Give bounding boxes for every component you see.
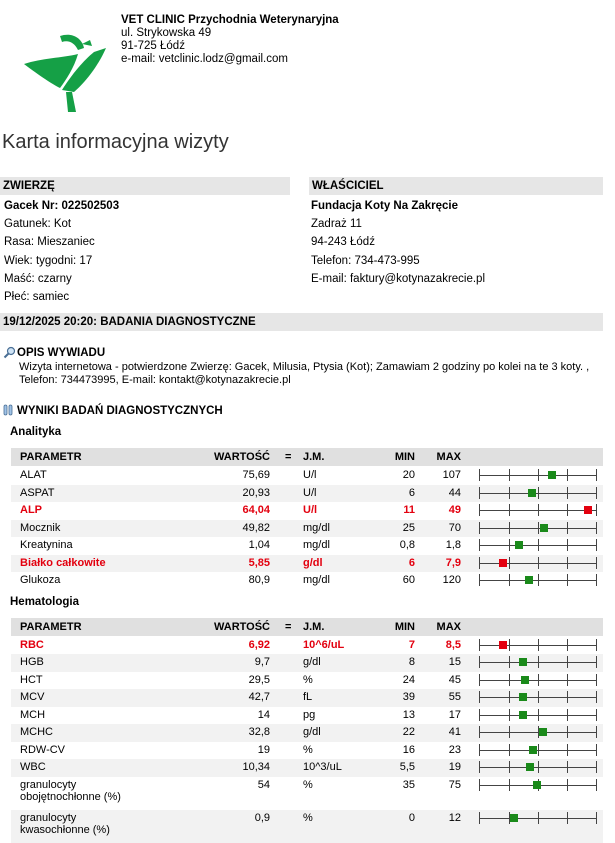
range-bar [479,574,597,586]
param-value: 64,04 [242,504,270,516]
param-name: granulocyty obojętnochłonne (%) [20,778,121,803]
range-tick [567,504,568,516]
range-tick [538,691,539,703]
param-value: 0,9 [254,811,270,824]
table-row [11,777,603,810]
param-unit: fL [303,691,313,703]
param-value: 54 [257,778,270,791]
range-tick [567,744,568,756]
history-title: OPIS WYWIADU [17,347,106,359]
param-value: 80,9 [248,574,270,586]
animal-color: Maść: czarny [4,272,72,285]
range-marker [519,711,527,719]
param-name: Glukoza [20,574,61,586]
range-marker [510,814,518,822]
range-tick [509,574,510,586]
param-max: 15 [448,656,461,668]
param-name: MCH [20,708,46,721]
range-tick [567,709,568,721]
page-title: Karta informacyjna wizyty [2,131,229,153]
range-bar [479,744,597,756]
range-tick [567,656,568,668]
table-row [11,555,603,573]
animal-breed: Rasa: Mieszaniec [4,236,95,249]
param-min: 20 [402,469,415,481]
param-unit: U/l [303,504,318,516]
animal-details [4,197,119,306]
table-row [11,502,603,520]
param-min: 0,8 [399,539,415,551]
range-bar [479,761,597,773]
range-tick [538,709,539,721]
range-tick [509,744,510,756]
param-min: 6 [408,556,415,569]
param-value: 20,93 [242,486,270,499]
range-bar [479,779,597,791]
param-unit: U/l [303,486,317,499]
clinic-street: ul. Strykowska 49 [121,27,212,39]
range-tick [567,726,568,738]
param-min: 22 [402,726,415,738]
table-row [11,467,603,485]
param-value: 9,7 [254,656,270,668]
column-header-max: MAX [436,451,461,463]
animal-age: Wiek: tygodni: 17 [4,254,93,267]
visit-header: 19/12/2025 20:20: BADANIA DIAGNOSTYCZNE [0,313,603,331]
param-min: 7 [408,638,415,651]
param-name: MCHC [20,726,53,738]
column-header-min: MIN [394,451,415,463]
table-row [11,742,603,760]
owner-street: Zadraż 11 [311,218,362,231]
range-tick [509,539,510,551]
param-max: 75 [448,778,461,791]
param-value: 10,34 [242,761,270,773]
range-tick [538,469,539,481]
range-tick [567,761,568,773]
range-tick [567,539,568,551]
param-max: 8,5 [445,638,461,651]
param-unit: g/dl [303,556,323,569]
param-unit: mg/dl [303,521,330,534]
param-unit: % [303,811,313,824]
range-bar [479,639,597,651]
param-max: 12 [448,811,461,824]
range-tick [509,557,510,569]
table-row [11,724,603,742]
history-text: Wizyta internetowa - potwierdzone Zwierzę: Gacek, Milusia, Ptysia (Kot); Zamawiam 2 godziny po kolei na te 3 koty. , Telefon: 734473995, E-mail: kontakt@kotynazakrecie.pl [19,361,590,386]
range-tick [567,674,568,686]
param-name: HGB [20,656,44,668]
param-name: granulocyty kwasochłonne (%) [20,811,110,836]
range-bar [479,557,597,569]
table-row [11,672,603,690]
param-name: Mocznik [20,521,61,534]
param-value: 5,85 [248,556,270,569]
param-unit: % [303,743,313,756]
range-tick [509,522,510,534]
column-header-max: MAX [436,620,461,633]
table-row [11,537,603,555]
param-value: 14 [257,708,270,721]
param-min: 35 [402,778,415,791]
param-value: 6,92 [248,638,270,651]
magnifier-icon [3,346,16,359]
param-min: 60 [402,574,415,586]
animal-section-header: ZWIERZĘ [0,177,290,195]
param-unit: mg/dl [303,539,330,551]
param-name: RDW-CV [20,743,66,756]
param-min: 16 [402,743,415,756]
param-unit: 10^3/uL [303,761,342,773]
range-marker [540,524,548,532]
owner-details [311,197,485,288]
range-tick [567,639,568,651]
param-max: 41 [448,726,461,738]
column-header-unit: J.M. [303,620,325,633]
param-unit: % [303,778,313,791]
table-header [11,618,603,636]
param-max: 23 [448,743,461,756]
range-marker [528,489,536,497]
table-row [11,654,603,672]
range-tick [509,639,510,651]
clinic-info [121,14,339,66]
param-min: 13 [402,708,415,721]
param-max: 44 [448,486,461,499]
range-tick [567,574,568,586]
column-header-param: PARAMETR [20,451,82,463]
table-header [11,448,603,466]
range-bar [479,487,597,499]
range-marker [519,658,527,666]
owner-email: E-mail: faktury@kotynazakrecie.pl [311,272,486,285]
param-max: 107 [442,469,461,481]
param-max: 1,8 [445,539,461,551]
param-max: 120 [442,574,461,586]
clinic-email: e-mail: vetclinic.lodz@gmail.com [121,53,288,65]
column-header-eq: = [285,451,292,463]
owner-city: 94-243 Łódź [311,236,375,249]
param-name: ALP [20,504,42,516]
range-tick [509,761,510,773]
param-name: Białko całkowite [20,556,106,569]
table-row [11,485,603,503]
range-bar [479,812,597,824]
param-min: 11 [403,504,415,516]
param-name: WBC [20,761,46,773]
range-bar [479,674,597,686]
param-max: 7,9 [445,556,461,569]
param-name: ALAT [20,469,47,481]
param-min: 8 [408,656,415,668]
range-marker [584,506,592,514]
clinic-logo [22,28,112,114]
table-row [11,707,603,725]
range-bar [479,504,597,516]
param-value: 42,7 [248,691,270,703]
param-min: 25 [402,521,415,534]
param-max: 49 [448,504,461,516]
range-tick [509,726,510,738]
param-unit: % [303,673,313,686]
param-unit: 10^6/uL [303,638,345,651]
range-bar [479,539,597,551]
range-tick [567,779,568,791]
param-name: Kreatynina [20,539,73,551]
table-row [11,810,603,843]
group-title: Analityka [10,426,62,438]
table-row [11,689,603,707]
range-marker [515,541,523,549]
range-tick [509,709,510,721]
range-tick [509,691,510,703]
clinic-name: VET CLINIC Przychodnia Weterynaryjna [121,14,339,26]
range-bar [479,469,597,481]
range-bar [479,656,597,668]
param-unit: g/dl [303,656,321,668]
range-marker [525,576,533,584]
range-tick [538,656,539,668]
range-tick [538,504,539,516]
column-header-unit: J.M. [303,451,325,463]
range-marker [499,641,507,649]
table-row [11,637,603,655]
results-title: WYNIKI BADAŃ DIAGNOSTYCZNYCH [17,405,223,417]
range-marker [539,728,547,736]
range-tick [538,539,539,551]
param-unit: g/dl [303,726,321,738]
animal-sex: Płeć: samiec [4,291,70,304]
owner-phone: Telefon: 734-473-995 [311,254,420,267]
table-row [11,520,603,538]
range-marker [548,471,556,479]
param-value: 49,82 [242,521,270,534]
param-min: 0 [408,811,415,824]
range-tick [567,522,568,534]
param-value: 19 [257,743,270,756]
column-header-min: MIN [394,620,415,633]
param-name: HCT [20,673,43,686]
range-tick [538,487,539,499]
param-min: 24 [402,673,415,686]
range-tick [509,487,510,499]
range-tick [538,639,539,651]
range-bar [479,522,597,534]
range-tick [538,761,539,773]
range-tick [538,812,539,824]
range-marker [499,559,507,567]
group-title: Hematologia [10,595,80,608]
param-value: 32,8 [248,726,270,738]
range-bar [479,726,597,738]
range-marker [529,746,537,754]
param-unit: U/l [303,469,317,481]
range-tick [567,469,568,481]
range-tick [567,557,568,569]
range-tick [567,691,568,703]
param-value: 1,04 [248,539,270,551]
param-max: 70 [448,521,461,534]
param-max: 55 [448,691,461,703]
range-tick [567,487,568,499]
animal-species: Gatunek: Kot [4,218,72,231]
param-name: MCV [20,691,45,703]
range-tick [538,744,539,756]
param-min: 5,5 [399,761,415,773]
column-header-param: PARAMETR [20,620,82,633]
range-tick [509,656,510,668]
param-name: RBC [20,638,44,651]
param-value: 29,5 [248,673,270,686]
range-tick [509,779,510,791]
table-row [11,572,603,590]
param-min: 39 [402,691,415,703]
column-header-value: WARTOŚĆ [213,620,270,633]
param-max: 17 [448,708,461,721]
range-tick [509,674,510,686]
owner-section-header: WŁAŚCICIEL [309,177,603,195]
range-tick [538,557,539,569]
test-tubes-icon [2,404,15,417]
range-bar [479,709,597,721]
param-name: ASPAT [20,486,55,499]
range-tick [509,504,510,516]
param-unit: mg/dl [303,574,330,586]
range-tick [567,812,568,824]
range-marker [526,763,534,771]
range-tick [509,469,510,481]
range-marker [533,781,541,789]
param-min: 6 [408,486,415,499]
clinic-city: 91-725 Łódź [121,40,185,52]
animal-name-number: Gacek Nr: 022502503 [4,200,120,212]
range-marker [521,676,529,684]
range-marker [519,693,527,701]
range-tick [538,574,539,586]
param-max: 45 [448,673,461,686]
column-header-eq: = [285,620,292,633]
column-header-value: WARTOŚĆ [213,451,270,463]
param-max: 19 [448,761,461,773]
param-unit: pg [303,708,316,721]
owner-name: Fundacja Koty Na Zakręcie [311,200,458,212]
range-tick [538,674,539,686]
range-bar [479,691,597,703]
param-value: 75,69 [242,469,270,481]
table-row [11,759,603,777]
